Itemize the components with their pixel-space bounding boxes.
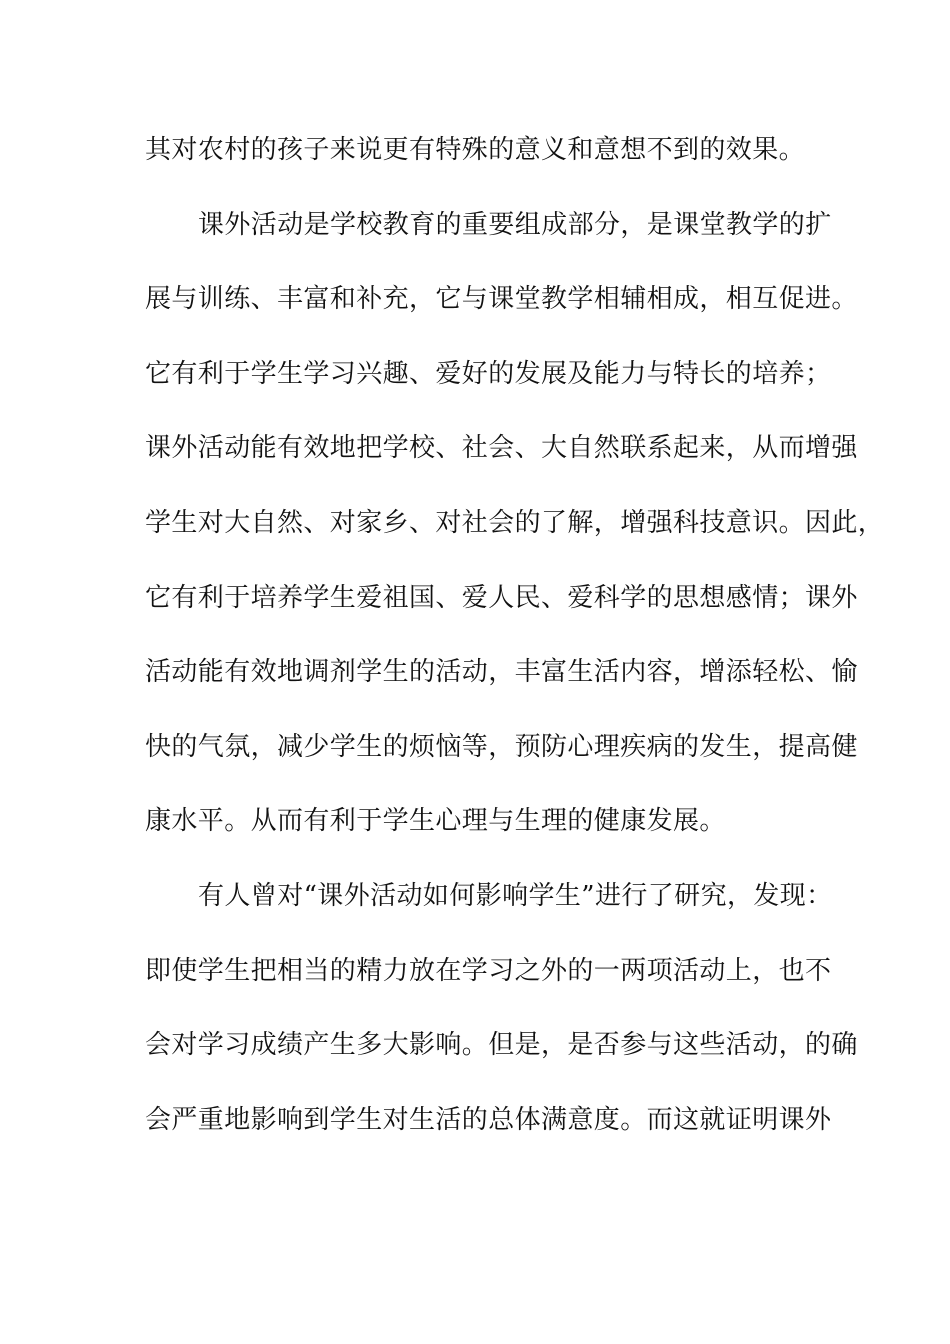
text-line: 即使学生把相当的精力放在学习之外的一两项活动上，也不 [145,955,832,986]
text-line: 展与训练、丰富和补充，它与课堂教学相辅相成，相互促进。 [145,284,858,315]
text-line: 其对农村的孩子来说更有特殊的意义和意想不到的效果。 [145,135,806,165]
paragraph-start-line: 课外活动是学校教育的重要组成部分，是课堂教学的扩 [198,209,832,240]
paragraph-start-line: 有人曾对“课外活动如何影响学生”进行了研究，发现： [198,880,833,911]
text-line: 快的气氛，减少学生的烦恼等，预防心理疾病的发生，提高健 [145,731,858,762]
text-line: 会严重地影响到学生对生活的总体满意度。而这就证明课外 [145,1104,832,1135]
text-line: 它有利于培养学生爱祖国、爱人民、爱科学的思想感情；课外 [145,582,858,613]
document-body [145,122,885,1166]
text-line: 康水平。从而有利于学生心理与生理的健康发展。 [145,806,726,837]
text-line: 课外活动能有效地把学校、社会、大自然联系起来，从而增强 [145,433,858,464]
text-line: 活动能有效地调剂学生的活动，丰富生活内容，增添轻松、愉 [145,657,858,688]
text-line: 会对学习成绩产生多大影响。但是，是否参与这些活动，的确 [145,1030,858,1061]
text-line: 它有利于学生学习兴趣、爱好的发展及能力与特长的培养； [145,358,832,389]
text-line: 学生对大自然、对家乡、对社会的了解，增强科技意识。因此， [145,507,885,538]
